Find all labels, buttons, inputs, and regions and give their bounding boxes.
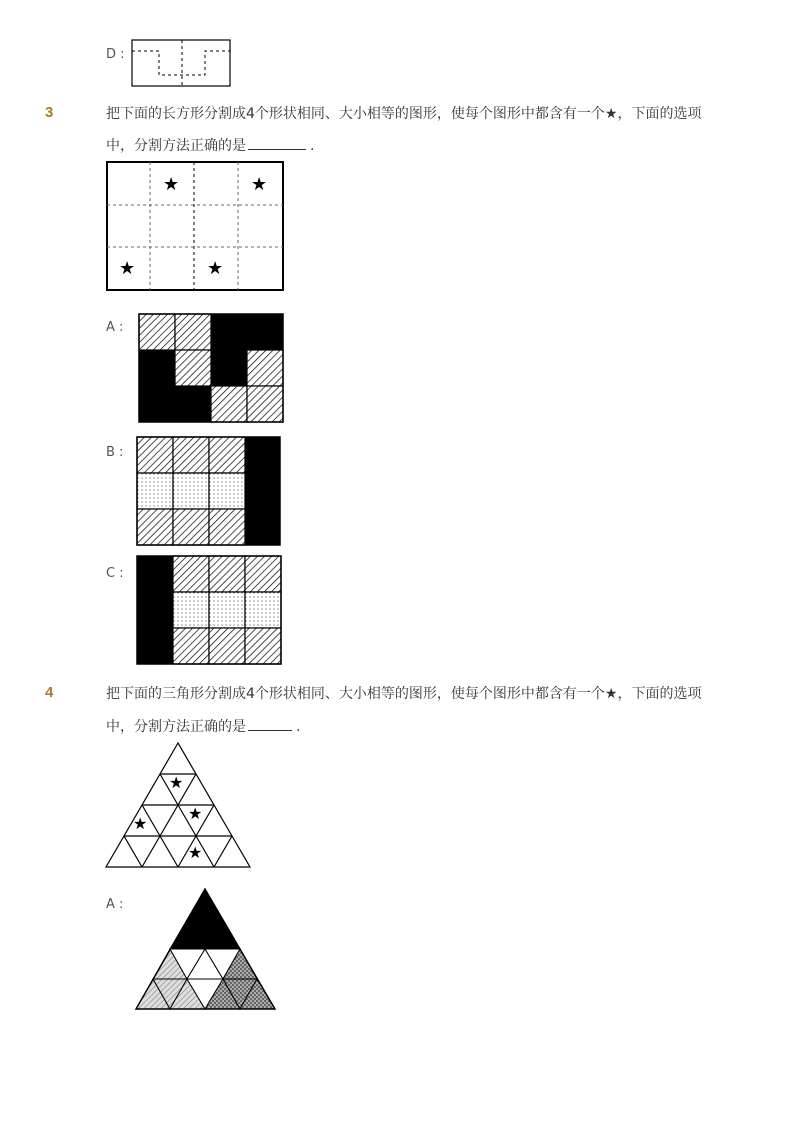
question-4-triangle-figure bbox=[104, 741, 252, 869]
star-icon: ★ bbox=[133, 814, 148, 833]
option-a-figure[interactable] bbox=[139, 314, 285, 424]
option-a-label: A : bbox=[106, 320, 124, 335]
question-4-text-line1: 把下面的三角形分割成4个形状相同、大小相等的图形，使每个图形中都含有一个★，下面的选项 bbox=[106, 686, 702, 702]
option-a-label: A : bbox=[106, 897, 124, 912]
star-icon: ★ bbox=[251, 174, 268, 195]
question-3-number: 3 bbox=[45, 104, 54, 121]
option-d-label: D : bbox=[106, 47, 125, 62]
question-4-period: . bbox=[296, 719, 301, 735]
option-b-label: B : bbox=[106, 445, 124, 460]
star-icon: ★ bbox=[188, 804, 203, 823]
question-3-period: . bbox=[310, 138, 315, 154]
answer-blank[interactable] bbox=[248, 148, 306, 150]
option-c-figure[interactable] bbox=[137, 556, 283, 666]
answer-blank[interactable] bbox=[248, 729, 292, 731]
question-4-number: 4 bbox=[45, 684, 54, 701]
question-3-text-line1: 把下面的长方形分割成4个形状相同、大小相等的图形，使每个图形中都含有一个★，下面的选项 bbox=[106, 106, 702, 122]
question-3-text-line2 bbox=[106, 137, 314, 155]
star-icon: ★ bbox=[188, 843, 203, 862]
star-icon: ★ bbox=[119, 258, 136, 279]
option-c-label: C : bbox=[106, 566, 124, 581]
option-a-triangle-figure[interactable] bbox=[135, 887, 277, 1011]
star-icon: ★ bbox=[207, 258, 224, 279]
star-icon: ★ bbox=[169, 773, 184, 792]
star-icon: ★ bbox=[163, 174, 180, 195]
question-4-prompt: 中，分割方法正确的是 bbox=[106, 719, 246, 735]
option-d-figure[interactable] bbox=[131, 39, 231, 89]
question-4-text-line2 bbox=[106, 718, 300, 736]
option-b-figure[interactable] bbox=[137, 437, 283, 547]
question-3-prompt: 中，分割方法正确的是 bbox=[106, 138, 246, 154]
